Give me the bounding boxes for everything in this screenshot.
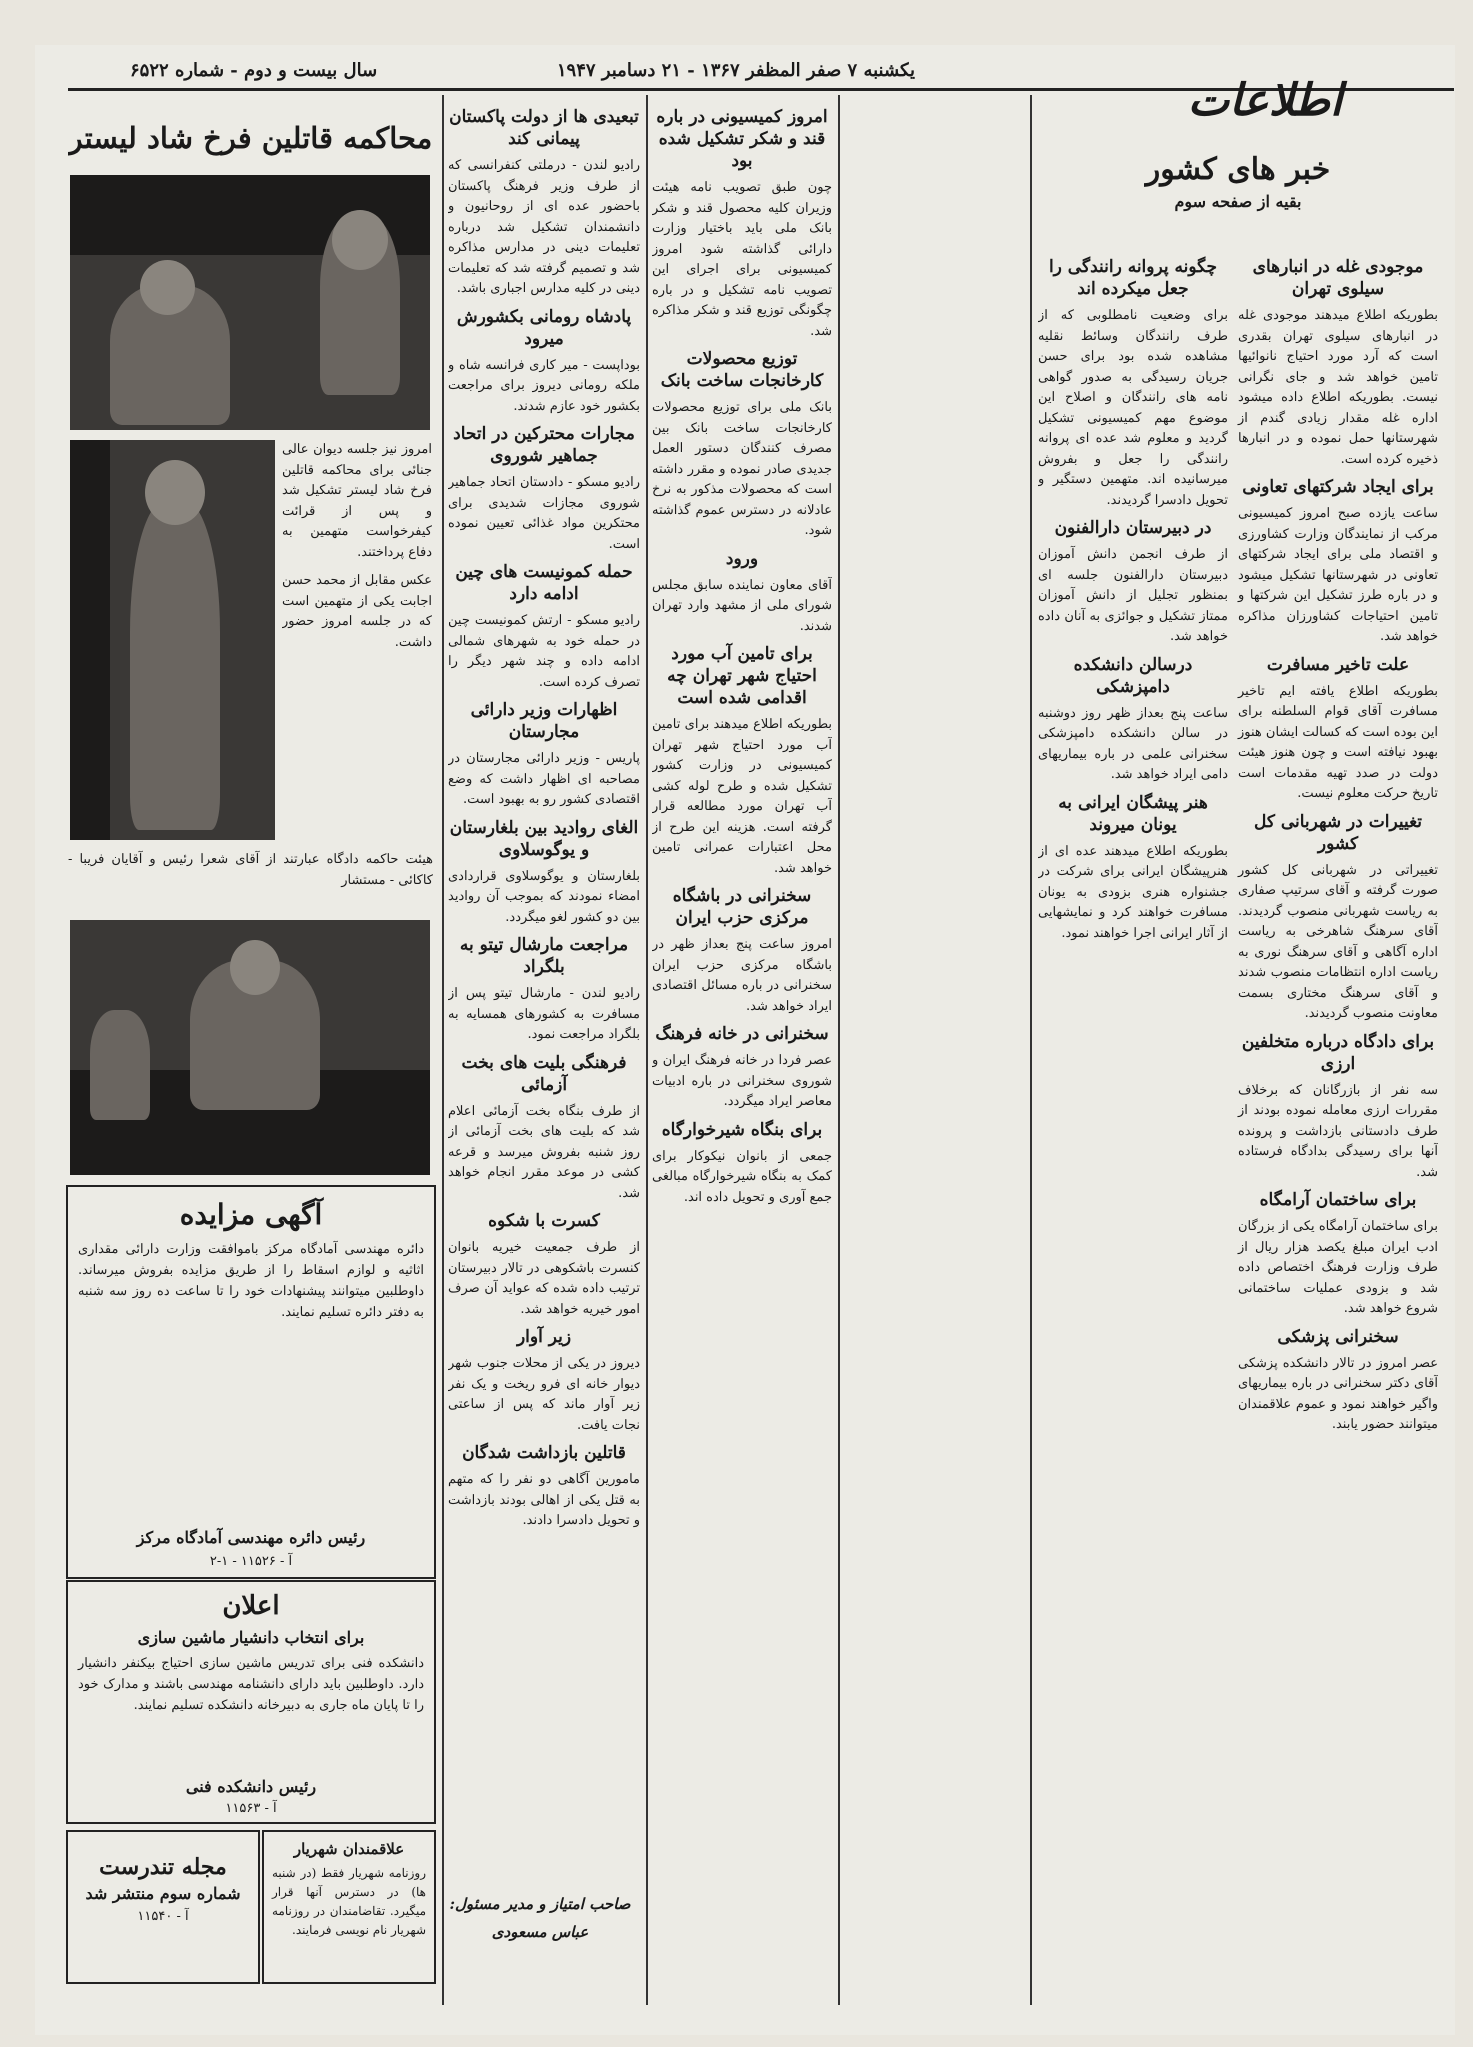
article-title: برای تامین آب مورد احتیاج شهر تهران چه اقدامی شده است [667,644,817,708]
article-title: برای ساختمان آرامگاه [1259,1190,1417,1210]
section-subtitle: بقیه از صفحه سوم [1174,192,1302,211]
article-title: مراجعت مارشال تیتو به بلگراد [459,935,629,977]
magazine-body: شماره سوم منتشر شد [85,1884,241,1903]
publisher-signature: صاحب امتیاز و مدیر مسئول: عباس مسعودی [449,1895,631,1941]
article-body: برای وضعیت نامطلوبی که از طرف رانندگان وسائط نقلیه مشاهده شده بود برای حسن جریان رسیدگی به صدور گواهی نامه های رانندگان و اصلاح این موضوع مهم کمیسیونی تشکیل گردید و معلوم شد عده ای پروانه رانندگی را جعل و بفروش میرسانیده اند. متهمین دستگیر و تحویل دادسرا گردیدند. [1038,308,1228,508]
article-body: پاریس - وزیر دارائی مجارستان در مصاحبه ای اظهار داشت که وضع اقتصادی کشور رو به بهبود است. [448,751,640,807]
notice-ref: آ - ۱۱۵۶۳ [225,1801,277,1816]
trial-caption-bottom: هیئت حاکمه دادگاه عبارتند از آقای شعرا رئیس و آقایان فریبا - کاکائی - مستشار [68,852,433,888]
article-body: رادیو مسکو - دادستان اتحاد جماهیر شوروی مجازات شدیدی برای محتکرین مواد غذائی تعیین نموده است. [448,475,640,552]
shahriar-body: روزنامه شهریار فقط (در شنبه ها) در دسترس آنها قرار میگیرد. تقاضامندان در روزنامه شهریار نام نویسی فرمایند. [272,1866,426,1937]
article-title: ورود [725,548,759,569]
article-body: بوداپست - میر کاری فرانسه شاه و ملکه رومانی دیروز برای مراجعت بکشور خود عازم شدند. [448,357,640,414]
article-body: ساعت پنج بعداز ظهر روز دوشنبه در سالن دانشکده دامپزشکی سخنرانی علمی در باره بیماریهای دامی ایراد خواهد شد. [1038,705,1228,782]
article-title: کسرت با شکوه [488,1211,600,1231]
notice-ad [66,1580,436,1824]
article-title: در دبیرستان دارالفنون [1054,518,1212,538]
article-body: بطوریکه اطلاع میدهند عده ای از هنرپیشگان ایرانی برای شرکت در جشنواره هنری بزودی به یونان مسافرت خواهند کرد و نمایشهایی از آثار ایرانی اجرا خواهند نمود. [1038,843,1228,941]
shahriar-ad [262,1830,436,1984]
column-4 [448,100,640,2005]
article-body: مامورین آگاهی دو نفر را که متهم به قتل یکی از اهالی بودند بازداشت و تحویل دادسرا دادند. [448,1472,640,1528]
column-rule [442,95,444,2005]
auction-body: دائره مهندسی آمادگاه مرکز باموافقت وزارت دارائی مقداری اثاثیه و لوازم اسقاط را از طریق مزایده بفروش میرساند. داوطلبین میتوانند پیشنهادات خود را تا ساعت ده روز سه شنبه به دفتر دائره تسلیم نمایند. [78,1242,424,1320]
article-title: برای بنگاه شیرخوارگاه [661,1119,823,1140]
trial-photo-3 [70,920,430,1175]
article-body: دیروز در یکی از محلات جنوب شهر دیوار خانه ای فرو ریخت و یک نفر زیر آوار ماند که پس از ساعتی نجات یافت. [448,1356,640,1433]
article-body: عصر امروز در تالار دانشکده پزشکی آقای دکتر سخنرانی در باره بیماریهای واگیر خواهند نمود و عموم علاقمندان میتوانند حضور یابند. [1238,1355,1438,1432]
magazine-ref: آ - ۱۱۵۴۰ [137,1909,189,1924]
article-body: بطوریکه اطلاع میدهند برای تامین آب مورد احتیاج شهر تهران کمیسیونی در وزارت کشور تشکیل شده و طرح لوله کشی آب تهران مورد مطالعه قرار گرفته است. هزینه این طرح از محل اعتبارات عمرانی تامین خواهد شد. [652,717,832,876]
article-title: امروز کمیسیونی در باره قند و شکر تشکیل شده بود [656,107,828,171]
article-body: عصر فردا در خانه فرهنگ ایران و شوروی سخنرانی در باره ادبیات معاصر ایراد میگردد. [652,1053,832,1109]
article-title: موجودی غله در انبارهای سیلوی تهران [1252,257,1424,299]
column-3 [652,100,832,2005]
article-title: زیر آوار [516,1327,572,1347]
column-rule [838,95,840,2005]
article-body: رادیو لندن - مارشال تیتو پس از مسافرت به کشورهای همسایه به بلگراد مراجعت نمود. [448,986,640,1042]
article-body: رادیو لندن - درملتی کنفرانسی که از طرف وزیر فرهنگ پاکستان باحضور عده ای از روحانیون و دانشمندان تشکیل شد درباره تعلیمات دینی در مدارس مذاکره شد و تصمیم گرفته شد که تعلیمات دینی در کلیه مدارس اجباری باشد. [448,158,640,296]
article-title: الغای روادید بین بلغارستان و یوگوسلاوی [449,817,639,860]
article-title: سخنرانی در خانه فرهنگ [655,1024,829,1044]
magazine-title: مجله تندرست [99,1854,227,1880]
column-domestic [1038,150,1438,2005]
article-body: از طرف جمعیت خیریه بانوان کنسرت باشکوهی در تالار دبیرستان ترتیب داده شده که عواید آن صرف امور خیریه خواهد شد. [448,1240,640,1317]
article-title: سخنرانی در باشگاه مرکزی حزب ایران [672,886,812,928]
auction-ad [66,1185,436,1579]
column-rule [646,95,648,2005]
article-title: مجارات محترکین در اتحاد جماهیر شوروی [453,424,635,466]
article-title: علت تاخیر مسافرت [1266,654,1410,675]
masthead-logo: اطلاعات [1187,75,1343,126]
article-title: برای ایجاد شرکتهای تعاونی [1242,477,1434,497]
issue-line: سال بیست و دوم - شماره ۶۵۲۲ [130,60,378,81]
article-title: هنر پیشگان ایرانی به یونان میروند [1058,792,1208,835]
article-body: بطوریکه اطلاع میدهند موجودی غله در انبارهای سیلوی تهران بقدری است که آرد مورد احتیاج نانوائیها تامین خواهد شد و جای نگرانی نیست. بطوریکه اطلاع داده میشود اداره غله مقدار زیادی گندم از شهرستانها حمل نموده و در انبارها ذخیره کرده است. [1238,308,1438,467]
article-title: برای دادگاه درباره متخلفین ارزی [1241,1031,1435,1074]
article-body: امروز ساعت پنج بعداز ظهر در باشگاه مرکزی حزب ایران سخنرانی در باره مسائل اقتصادی ایراد خواهد شد. [652,937,832,1014]
article-title: درسالن دانشکده دامپزشکی [1073,654,1193,697]
article-title: اظهارات وزیر دارائی مجارستان [470,700,618,742]
article-title: سخنرانی پزشکی [1277,1326,1399,1347]
section-title: خبر های کشور [1145,152,1331,187]
article-title: فرهنگی بلیت های بخت آزمائی [461,1052,627,1095]
auction-signature: رئیس دائره مهندسی آمادگاه مرکز [136,1528,366,1547]
date-line: یکشنبه ۷ صفر المظفر ۱۳۶۷ - ۲۱ دسامبر ۱۹۴۷ [556,60,915,81]
notice-title: اعلان [222,1591,280,1621]
article-title: پادشاه رومانی بکشورش میرود [456,306,632,349]
article-title: تبعیدی ها از دولت پاکستان پیمانی کند [449,107,639,149]
auction-title: آگهی مزایده [179,1198,323,1231]
notice-signature: رئیس دانشکده فنی [185,1777,317,1796]
article-title: حمله کمونیست های چین ادامه دارد [455,562,633,604]
trial-caption: امروز نیز جلسه دیوان عالی جنائی برای محاکمه قاتلین فرخ شاد لیستر تشکیل شد و پس از قرائت کیفرخواست متهمین به دفاع پرداختند. عکس مقابل از محمد حسن اجابت یکی از متهمین است که در جلسه امروز حضور داشت. [282,442,432,650]
article-body: بانک ملی برای توزیع محصولات کارخانجات ساخت بانک بین مصرف کنندگان دستور العمل جدیدی صادر نموده و مقرر داشته است که محصولات مذکور به نرخ عادلانه در دسترس عموم گذاشته شود. [652,400,832,538]
article-body: جمعی از بانوان نیکوکار برای کمک به بنگاه شیرخوارگاه مبالغی جمع آوری و تحویل داده اند. [652,1148,832,1205]
auction-ref: آ - ۱۱۵۲۶ - ۱-۲ [209,1554,293,1569]
notice-body: دانشکده فنی برای تدریس ماشین سازی احتیاج بیکنفر دانشیار دارد. داوطلبین باید دارای دانشنامه مهندسی باشند و مدارک خود را تا پایان ماه جاری به دبیرخانه دانشکده تسلیم نمایند. [78,1656,424,1713]
article-body: از طرف بنگاه بخت آزمائی اعلام شد که بلیت های بخت آزمائی از روز شنبه بفروش میرسد و قرعه کشی در موعد مقرر انجام خواهد شد. [448,1103,640,1201]
article-title: تغییرات در شهربانی کل کشور [1253,811,1423,854]
article-body: ساعت یازده صبح امروز کمیسیونی مرکب از نمایندگان وزارت کشاورزی و اقتصاد ملی برای ایجاد شرکتهای تعاونی در شهرستانها تشکیل میشود و در باره طرز تشکیل این شرکتها و تامین احتیاجات کشاورزان مذاکره خواهد شد. [1238,506,1438,644]
magazine-ad [66,1830,260,1984]
article-body: بطوریکه اطلاع یافته ایم تاخیر مسافرت آقای قوام السلطنه برای این بوده است که کسالت ایشان هنوز بهبود نیافته است و چون هنوز هیئت دولت در صدد تهیه مقدمات است تاریخ حرکت معلوم نیست. [1238,683,1438,801]
column-rule [1030,95,1032,2005]
article-body: برای ساختمان آرامگاه یکی از بزرگان ادب ایران مبلغ یکصد هزار ریال از طرف وزارت فرهنگ اختصاص داده شد و بزودی عملیات ساختمانی شروع خواهد شد. [1238,1219,1438,1316]
article-body: سه نفر از بازرگانان که برخلاف مقررات ارزی معامله نموده بودند از طرف دادستانی بازداشت و پرونده آنها برای رسیدگی بدادگاه فرستاده شد. [1238,1082,1438,1180]
article-body: آقای معاون نماینده سابق مجلس شورای ملی از مشهد وارد تهران شدند. [652,577,832,634]
trial-headline: محاکمه قاتلین فرخ شاد لیستر [68,121,433,155]
trial-photo-2 [70,440,275,840]
article-body: تغییراتی در شهربانی کل کشور صورت گرفته و آقای سرتیپ صفاری به ریاست شهربانی منصوب گردیدند. آقای سرهنگ شاهرخی به ریاست اداره آگاهی و آقای سرهنگ نوری به ریاست اداره انتظامات منصوب شدند و آقای سرهنگ مختاری بسمت معاونت منصوب گردیدند. [1238,862,1438,1021]
article-title: قاتلین بازداشت شدگان [462,1443,626,1463]
shahriar-title: علاقمندان شهریار [293,1840,405,1858]
article-title: توزیع محصولات کارخانجات ساخت بانک [660,349,824,391]
article-body: چون طبق تصویب نامه هیئت وزیران کلیه محصول قند و شکر بانک ملی باید باختیار وزارت دارائی گذاشته شود امروز کمیسیونی برای اجرای این تصویب نامه تشکیل و در باره چگونگی توزیع قند و شکر مذاکره شد. [652,180,832,339]
trial-photo-1 [70,175,430,430]
article-body: بلغارستان و یوگوسلاوی قراردادی امضاء نمودند که بموجب آن روادید بین دو کشور لغو میگردد. [448,868,640,925]
article-body: از طرف انجمن دانش آموزان دبیرستان دارالفنون جلسه ای بمنظور تجلیل از دانش آموزان ممتاز تشکیل و جوائزی به آنان داده خواهد شد. [1038,547,1228,644]
notice-subtitle: برای انتخاب دانشیار ماشین سازی [137,1628,365,1647]
article-body: رادیو مسکو - ارتش کمونیست چین در حمله خود به شهرهای شمالی ادامه داده و چند شهر دیگر را تصرف کرده است. [448,613,640,690]
article-title: چگونه پروانه رانندگی را جعل میکرده اند [1048,257,1218,299]
